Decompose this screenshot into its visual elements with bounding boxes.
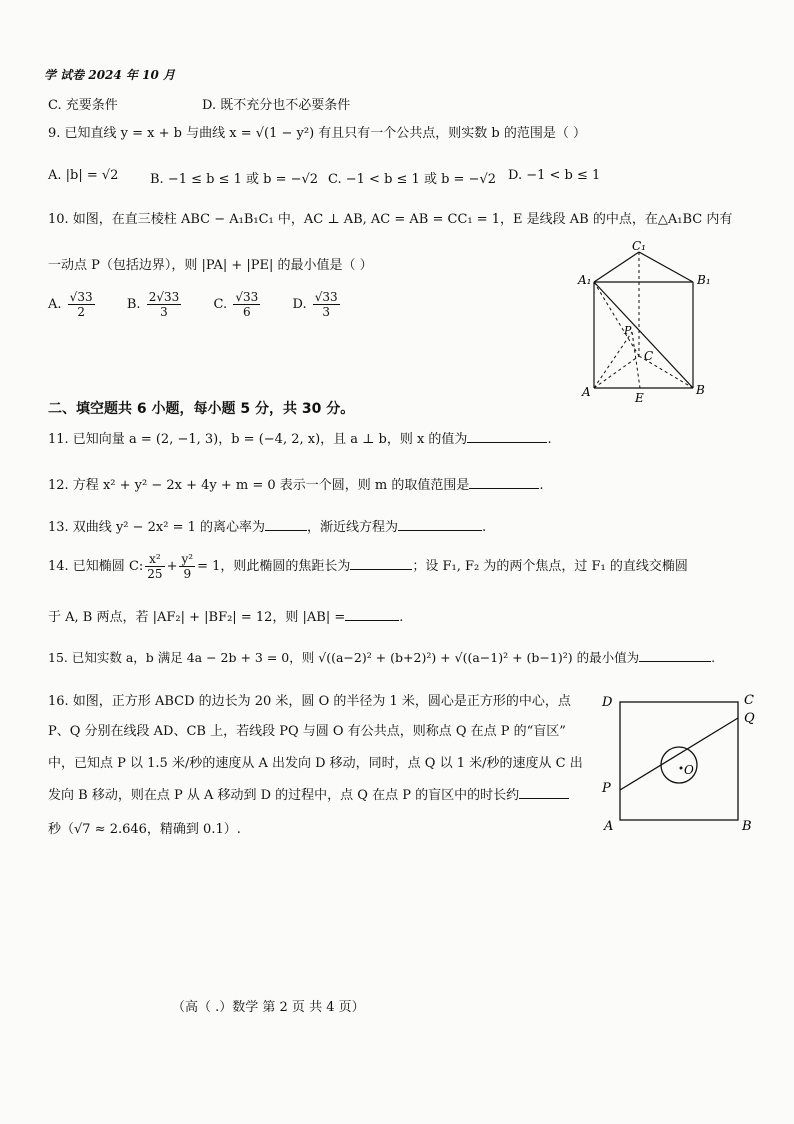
fig10-label-a1: A₁	[578, 273, 592, 287]
fig10-label-b1: B₁	[697, 273, 711, 287]
q13-eccentricity-blank[interactable]	[265, 518, 307, 531]
fig10-label-e: E	[635, 391, 644, 404]
fig10-label-p: P	[624, 324, 632, 337]
q10-option-b-label: B.	[126, 297, 141, 312]
q10-option-b-frac: $\frac{2√33}{3}$	[148, 290, 180, 319]
q16-line1: 16. 如图，正方形 ABCD 的边长为 20 米，圆 O 的半径为 1 米，圆心是正方形的中心，点	[48, 694, 571, 709]
q10-option-c-label: C.	[213, 297, 228, 312]
q9-stem: 9. 已知直线 y = x + b 与曲线 x = √(1 − y²) 有且只有一个公共点，则实数 b 的范围是（ ）	[48, 126, 586, 141]
q13-asymptote-blank[interactable]	[398, 518, 482, 531]
q14-frac-y: $\frac{\text{y²}}{9}$	[181, 552, 194, 581]
q10-option-a-frac: $\frac{√33}{2}$	[69, 290, 93, 319]
q10-stem-line2: 一动点 P（包括边界），则 |PA| + |PE| 的最小值是（ ）	[48, 258, 373, 273]
q15: 15. 已知实数 a，b 满足 4a − 2b + 3 = 0，则 √((a−2)² + (b+2)²) + √((a−1)² + (b−1)²) 的最小值为 .	[48, 650, 716, 665]
fig10-label-c: C	[644, 349, 654, 363]
q16-line4: 发向 B 移动，则在点 P 从 A 移动到 D 的过程中，点 Q 在点 P 的盲区中的时长约	[48, 784, 569, 803]
q10-option-a-label: A.	[48, 297, 62, 312]
q8-option-d: D. 既不充分也不必要条件	[202, 98, 351, 113]
q14-focal-blank[interactable]	[350, 557, 412, 570]
page-header: 学 试卷 2024 年 10 月	[44, 68, 175, 82]
q9-option-c: C. −1 < b ≤ 1 或 b = −√2	[328, 172, 497, 187]
q14-line1: 14. 已知椭圆 C: $\frac{\text{x²}}{25}$ + $\frac{\text{y²}}{9}$ = 1，则此椭圆的焦距长为 ；设 F₁, F₂ 为的两个焦点，过 F₁ 的直线交椭圆	[48, 552, 688, 581]
fig16-label-a: A	[604, 819, 614, 834]
fig16-label-d: D	[602, 695, 613, 710]
q12: 12. 方程 x² + y² − 2x + 4y + m = 0 表示一个圆，则 m 的取值范围是 .	[48, 478, 544, 493]
fig10-label-c1: C₁	[632, 239, 646, 253]
q10-stem-line1: 10. 如图，在直三棱柱 ABC − A₁B₁C₁ 中，AC ⊥ AB, AC = AB = CC₁ = 1，E 是线段 AB 的中点，在△A₁BC 内有	[48, 212, 733, 227]
q14-ab-blank[interactable]	[345, 608, 399, 621]
q16-line5: 秒（√7 ≈ 2.646，精确到 0.1）.	[48, 822, 241, 837]
q9-option-a: A. |b| = √2	[48, 168, 119, 183]
fig10-label-b: B	[696, 383, 705, 397]
fig10-label-a: A	[582, 385, 591, 399]
q14-frac-x: $\frac{\text{x²}}{25}$	[147, 552, 163, 581]
fig16-label-o: O	[684, 763, 694, 777]
fig16-label-p: P	[602, 781, 611, 796]
q10-option-c-frac: $\frac{√33}{6}$	[235, 290, 259, 319]
q13: 13. 双曲线 y² − 2x² = 1 的离心率为 ，渐近线方程为 .	[48, 520, 487, 535]
page-footer: （高（ .）数学 第 2 页 共 4 页）	[172, 1000, 365, 1015]
square-figure	[598, 688, 758, 838]
q11-answer-blank[interactable]	[467, 430, 547, 443]
q14-line2: 于 A, B 两点，若 |AF₂| + |BF₂| = 12，则 |AB| = .	[48, 610, 404, 625]
q16-line3: 中，已知点 P 以 1.5 米/秒的速度从 A 出发向 D 移动，同时，点 Q 以 1 米/秒的速度从 C 出	[48, 756, 583, 771]
q8-option-c: C. 充要条件	[48, 98, 118, 113]
q11: 11. 已知向量 a = (2, −1, 3)，b = (−4, 2, x)，且 a ⊥ b，则 x 的值为 .	[48, 432, 552, 447]
prism-figure	[570, 238, 720, 404]
q12-answer-blank[interactable]	[469, 476, 539, 489]
fig16-label-c: C	[744, 693, 754, 708]
q16-answer-blank[interactable]	[519, 786, 569, 799]
q16-line2: P、Q 分别在线段 AD、CB 上，若线段 PQ 与圆 O 有公共点，则称点 Q 在点 P 的“盲区”	[48, 724, 566, 739]
q9-option-d: D. −1 < b ≤ 1	[508, 168, 601, 183]
fig16-label-q: Q	[744, 711, 755, 726]
q10-option-d-frac: $\frac{√33}{3}$	[314, 290, 338, 319]
q10-options	[48, 290, 342, 319]
q10-option-d-label: D.	[292, 297, 307, 312]
q9-option-b: B. −1 ≤ b ≤ 1 或 b = −√2	[150, 172, 319, 187]
section-title: 二、填空题共 6 小题，每小题 5 分，共 30 分。	[48, 401, 355, 417]
q15-answer-blank[interactable]	[639, 649, 711, 662]
fig16-label-b: B	[742, 819, 752, 834]
